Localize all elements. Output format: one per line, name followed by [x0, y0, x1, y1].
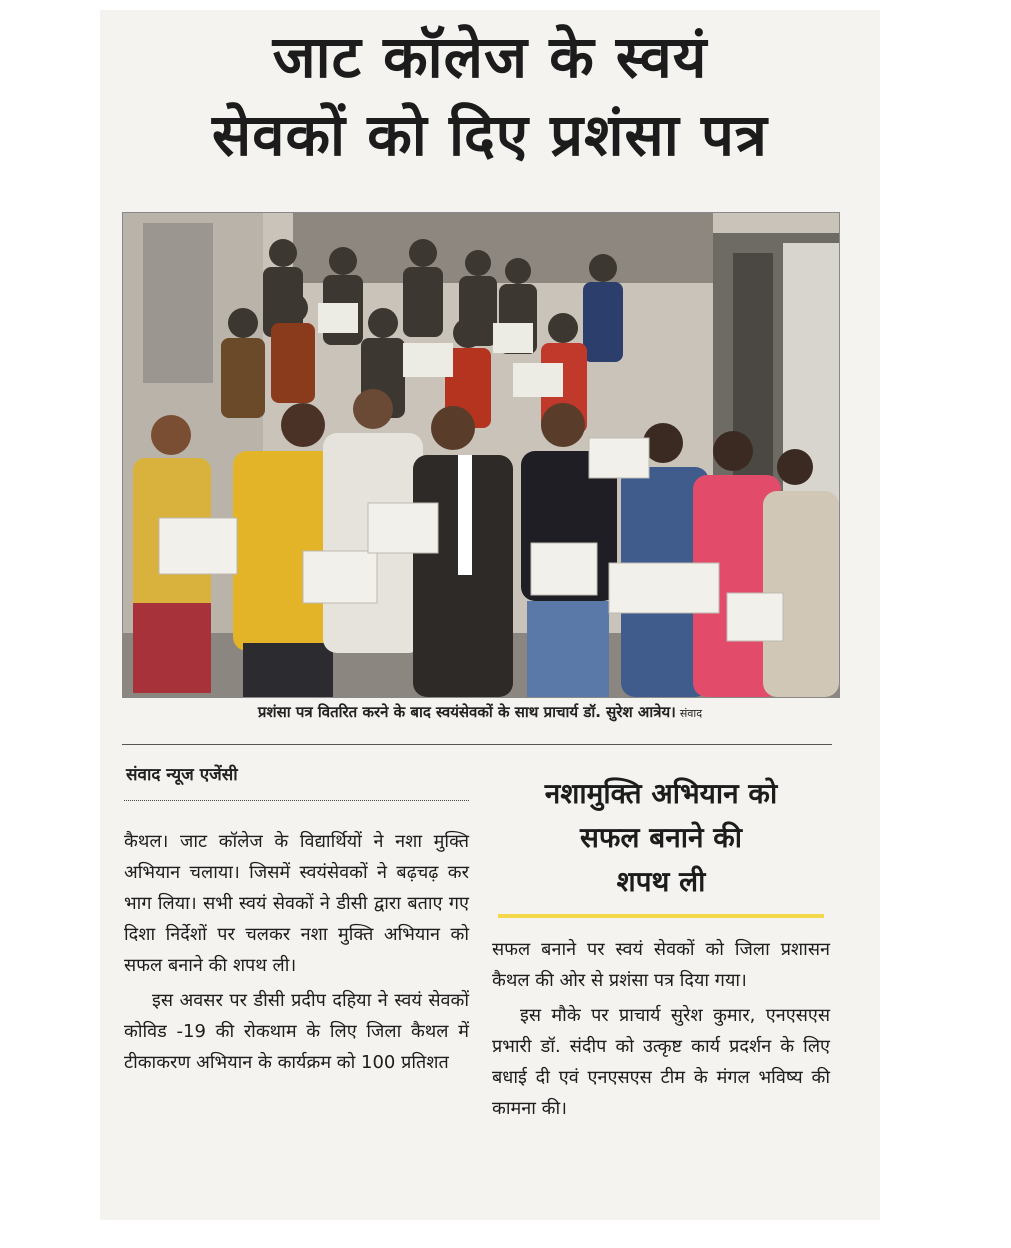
article-paragraph: कैथल। जाट कॉलेज के विद्यार्थियों ने नशा मुक्ति अभियान चलाया। जिसमें स्वयंसेवकों ने बढ़चढ़ कर भाग लिया। सभी स्वयं सेवकों ने डीसी द्वारा बताए गए दिशा निर्देशों पर चलकर नशा मुक्ति अभियान को सफल बनाने की शपथ ली। [124, 831, 469, 976]
group-photo [122, 212, 840, 698]
headline-line-2: सेवकों को दिए प्रशंसा पत्र [212, 101, 768, 169]
article-column-right [492, 934, 830, 1124]
photo-caption [122, 702, 838, 722]
caption-credit: संवाद [679, 707, 703, 720]
headline-line-1: जाट कॉलेज के स्वयं [272, 23, 708, 91]
article-column-left [124, 826, 469, 1078]
byline-divider [124, 800, 469, 801]
caption-text: प्रशंसा पत्र वितरित करने के बाद स्वयंसेवकों के साथ प्राचार्य डॉ. सुरेश आत्रेय। [257, 703, 676, 721]
subhead-line-3: शपथ ली [616, 865, 706, 898]
subhead-accent-bar [498, 914, 824, 918]
subhead-line-1: नशामुक्ति अभियान को [544, 777, 778, 810]
subhead-line-2: सफल बनाने की [579, 821, 743, 854]
article-paragraph: सफल बनाने पर स्वयं सेवकों को जिला प्रशासन कैथल की ओर से प्रशंसा पत्र दिया गया। [492, 939, 830, 991]
headline [100, 18, 880, 174]
article-paragraph: इस मौके पर प्राचार्य सुरेश कुमार, एनएसएस प्रभारी डॉ. संदीप को उत्कृष्ट कार्य प्रदर्शन के लिए बधाई दी एवं एनएसएस टीम के मंगल भविष्य की कामना की। [492, 1005, 830, 1119]
byline: संवाद न्यूज एजेंसी [126, 765, 238, 785]
subheadline [492, 772, 830, 904]
article-paragraph: इस अवसर पर डीसी प्रदीप दहिया ने स्वयं सेवकों कोविड -19 की रोकथाम के लिए जिला कैथल में टीकाकरण अभियान के कार्यक्रम को 100 प्रतिशत [124, 990, 469, 1073]
section-divider [122, 744, 832, 745]
